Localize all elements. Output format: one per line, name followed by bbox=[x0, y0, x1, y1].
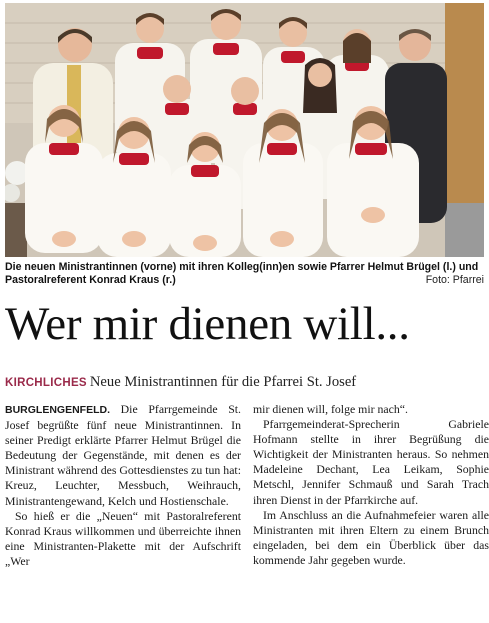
article-subline bbox=[5, 373, 484, 392]
group-photo bbox=[5, 3, 484, 257]
paragraph-2-continued: mir dienen will, folge mir nach“. bbox=[253, 402, 408, 416]
dateline: BURGLENGENFELD. bbox=[5, 404, 110, 416]
paragraph-1 bbox=[5, 402, 241, 509]
paragraph-4: Im Anschluss an die Aufnahmefeier waren alle Ministranten mit ihren Eltern zu einem Brunch eingeladen, bei dem ein Überblick über das kommende Jahr gegeben wurde. bbox=[253, 507, 489, 567]
section-kicker: KIRCHLICHES bbox=[5, 377, 87, 389]
article-subtitle: Neue Ministrantinnen für die Pfarrei St. Josef bbox=[89, 374, 357, 390]
column-left bbox=[5, 402, 241, 569]
column-right bbox=[253, 402, 489, 569]
paragraph-3: Pfarrgemeinderat-Sprecherin Gabriele Hofmann stellte in ihrer Begrüßung die Wichtigkeit der Ministranten heraus. So nehmen Madeleine Dechant, Lea Leikam, Sophie Metschl, Jennifer Schmauß und Sarah Trach ihren Dienst in der Pfarrkirche auf. bbox=[253, 417, 489, 507]
photo-credit: Foto: Pfarrei bbox=[425, 274, 484, 286]
article-headline: Wer mir dienen will... bbox=[5, 298, 410, 350]
article-body bbox=[5, 402, 489, 569]
group-photo-illustration bbox=[5, 3, 484, 257]
paragraph-2: So hieß er die „Neuen“ mit Pastoralreferent Konrad Kraus willkommen und überreichte ihnen eine Ministranten-Plakette mit der Aufschrift „Wer bbox=[5, 508, 241, 568]
paragraph-1-text: Die Pfarrgemeinde St. Josef begrüßte fünf neue Ministrantinnen. In seiner Predigt erklärte Pfarrer Helmut Brügel die Bedeutung der Gegenstände, mit denen es der Ministrant während des Gottesdienstes zu tun hat: Kreuz, Leuchter, Messbuch, Weihrauch, Ministrantengewand, Kelch und Hostienschale. bbox=[5, 402, 241, 508]
photo-caption: Die neuen Ministrantinnen (vorne) mit ihren Kolleg(inn)en sowie Pfarrer Helmut Brügel (l.) und Pastoralreferent Konrad Kraus (r.) bbox=[5, 261, 479, 286]
